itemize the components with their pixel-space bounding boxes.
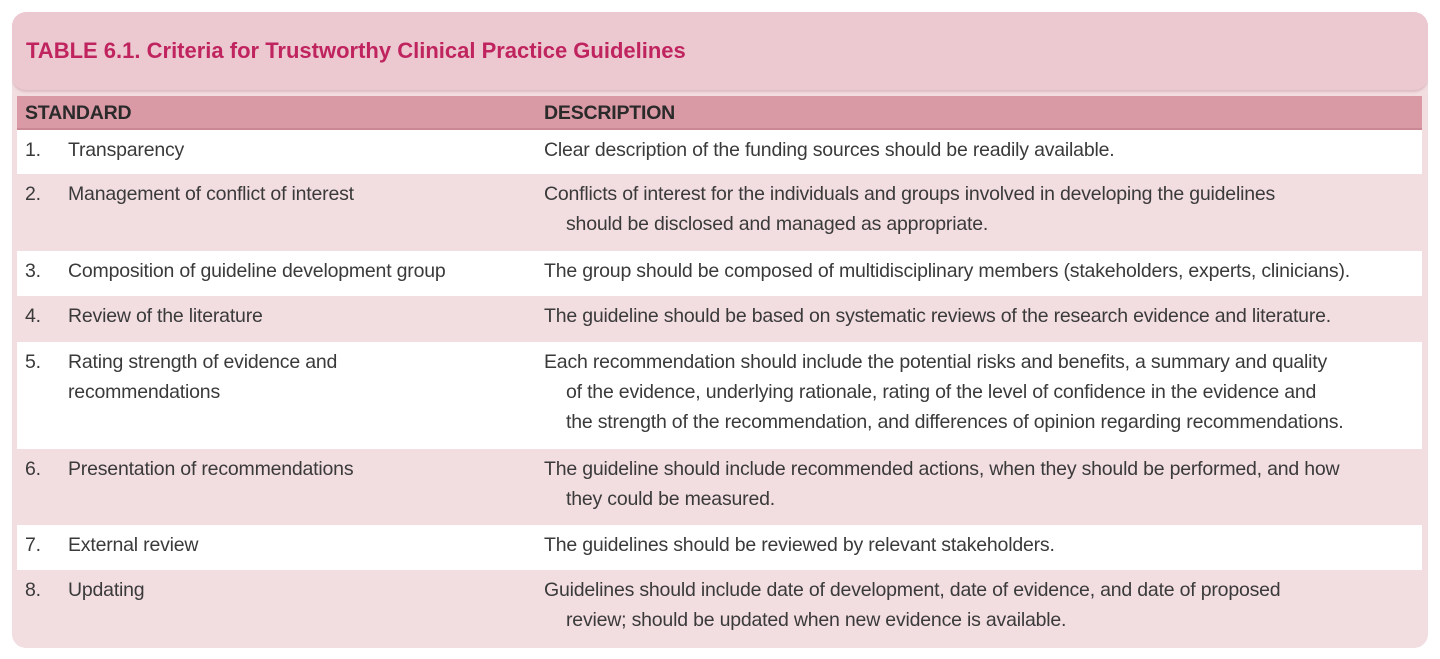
row-standard: Management of conflict of interest xyxy=(68,183,354,205)
row-standard: Composition of guideline development group xyxy=(68,260,446,282)
row-number: 3. xyxy=(25,260,41,282)
row-description: Conflicts of interest for the individuals and groups involved in developing the guidelines should be disclosed and managed as appropriate. xyxy=(544,183,1276,235)
row-description: Guidelines should include date of development, date of evidence, and date of proposed review; should be updated when new evidence is available. xyxy=(544,579,1281,631)
row-number: 6. xyxy=(25,458,41,480)
row-standard: Rating strength of evidence and recommendations xyxy=(68,351,338,403)
row-number: 2. xyxy=(25,183,41,205)
row-number: 4. xyxy=(25,305,41,327)
table-row xyxy=(17,525,1422,570)
row-description: The guideline should include recommended actions, when they should be performed, and how they could be measured. xyxy=(544,458,1340,510)
row-description: The guidelines should be reviewed by relevant stakeholders. xyxy=(544,534,1055,556)
row-number: 1. xyxy=(25,139,41,161)
criteria-table xyxy=(17,96,1422,647)
table-row xyxy=(17,449,1422,525)
table-row xyxy=(17,296,1422,342)
row-description: Each recommendation should include the potential risks and benefits, a summary and quality of the evidence, underlying rationale, rating of the level of confidence in the evidence and the strength of the recommendation, and differences of opinion regarding recommendations. xyxy=(544,351,1344,433)
table-card xyxy=(12,12,1428,648)
row-description: Clear description of the funding sources should be readily available. xyxy=(544,139,1115,161)
header-description: DESCRIPTION xyxy=(544,102,676,124)
row-standard: Presentation of recommendations xyxy=(68,458,354,480)
row-number: 8. xyxy=(25,579,41,601)
table-row xyxy=(17,251,1422,296)
table-row xyxy=(17,130,1422,174)
table-title: TABLE 6.1. Criteria for Trustworthy Clinical Practice Guidelines xyxy=(26,38,686,63)
row-description: The guideline should be based on systematic reviews of the research evidence and literature. xyxy=(544,305,1331,327)
row-number: 7. xyxy=(25,534,41,556)
row-standard: Transparency xyxy=(68,139,185,161)
table-header-row xyxy=(17,96,1422,130)
table-row xyxy=(17,174,1422,251)
row-standard: Review of the literature xyxy=(68,305,263,327)
table-title-bar xyxy=(12,12,1428,90)
row-number: 5. xyxy=(25,351,41,373)
row-description: The group should be composed of multidisciplinary members (stakeholders, experts, clinicians). xyxy=(544,260,1350,282)
row-standard: Updating xyxy=(68,579,145,601)
table-row xyxy=(17,342,1422,449)
row-standard: External review xyxy=(68,534,199,556)
header-standard: STANDARD xyxy=(25,102,132,124)
table-row xyxy=(17,570,1422,647)
